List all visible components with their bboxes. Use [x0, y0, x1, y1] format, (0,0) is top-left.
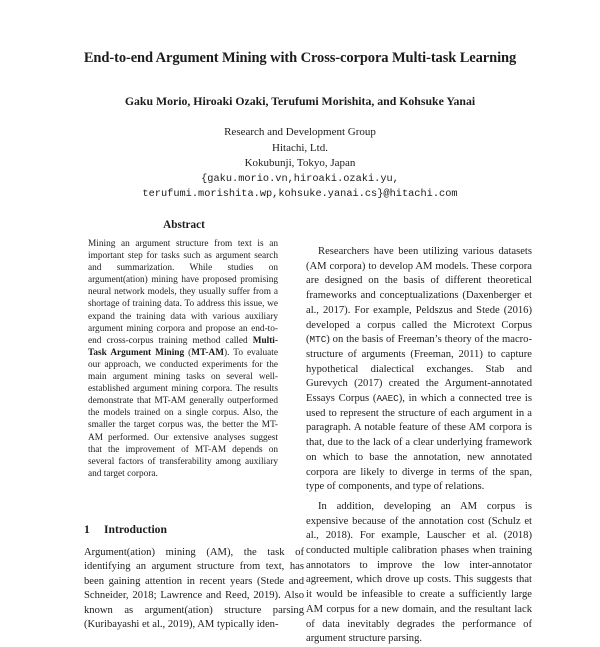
affiliation-location: Kokubunji, Tokyo, Japan: [244, 157, 356, 169]
abstract-text-part1: Mining an argument structure from text is an important step for tasks such as argument search and summarization. While studies on argument(ation) mining have proposed promising neural network models, they usually suffer from a shortage of training data. To address this issue, we expand the training data with various auxiliary argument mining corpora and propose an end-to-end cross-corpus training method called: [88, 239, 278, 346]
affiliation-block: [0, 125, 600, 203]
abstract-text-part2: ). To evaluate our approach, we conducted experiments for the main argument mining tasks on several well-established argument mining corpora. The results demonstrate that MT-AM generally outperformed the models trained on a single corpus. Also, the smaller the target corpus was, the better the MT-AM performed. Our extensive analyses suggest that the improvement of MT-AM depends on several factors of transferability among auxiliary and target corpora.: [88, 347, 278, 479]
author-list: Gaku Morio, Hiroaki Ozaki, Terufumi Morishita, and Kohsuke Yanai: [124, 94, 476, 108]
paragraph-text: Researchers have been utilizing various datasets (AM corpora) to develop AM models. These corpora are designed on the basis of different theoretical frameworks and conceptualizations (Daxenberger et al., 2017). For example, Peldszus and Stede (2016) developed a corpus called the Microtext Corpus (: [306, 246, 532, 346]
paper-title: End-to-end Argument Mining with Cross-corpora Multi-task Learning: [83, 50, 517, 66]
affiliation-company: Hitachi, Ltd.: [272, 141, 328, 154]
affiliation-department: Research and Development Group: [224, 126, 376, 138]
section-number: 1: [84, 523, 90, 536]
section-title: Introduction: [104, 523, 167, 536]
paragraph-text: ), in which a connected tree is used to represent the structure of each argument in a paragraph. A notable feature of these AM corpora is that, due to the lack of a clear underlying framework on which to base the annotation, new annotated corpora are likely to diverge in terms of the span, type of components, and type of relations.: [306, 393, 533, 493]
method-name-bold: Multi-Task Argument Mining: [88, 335, 278, 358]
abstract-body: [88, 238, 278, 480]
paragraph-annotation-cost: In addition, developing an AM corpus is expensive because of the annotation cost (Schulz et al., 2018). For example, Lauscher et al. (2018) conducted multiple calibration phases when training annotators to improve the low inter-annotator agreement, which drove up costs. This suggests that it would be infeasible to create a sufficiently large AM corpus for a new domain, and the resultant lack of data inevitably degrades the performance of argument structure parsing.: [306, 500, 532, 645]
introduction-body: Argument(ation) mining (AM), the task of identifying an argument structure from text, has been gaining attention in recent years (Stede and Schneider, 2018; Lawrence and Reed, 2019). Also known as argument(ation) structure parsing (Kuribayashi et al., 2019), AM typically iden-: [84, 547, 304, 631]
abstract-heading: Abstract: [163, 219, 205, 231]
method-abbrev-bold: MT-AM: [191, 347, 224, 358]
right-column: [306, 245, 533, 645]
abstract-paren: (: [184, 347, 192, 358]
corpus-abbrev-mtc: MTC: [309, 334, 327, 346]
author-emails-line2: terufumi.morishita.wp,kohsuke.yanai.cs}@hitachi.com: [142, 188, 458, 200]
corpus-abbrev-aaec: AAEC: [376, 393, 399, 405]
section-heading-introduction: [84, 523, 167, 536]
paragraph-text: ) on the basis of Freeman’s theory of the macro-structure of arguments (Freeman, 2011) to capture hypothetical dialectical exchanges. Stab and Gurevych (2017) created the Argument-annotated Essays Corpus (: [306, 334, 532, 405]
author-emails-line1: {gaku.morio.vn,hiroaki.ozaki.yu,: [201, 172, 399, 185]
paragraph-corpora: [306, 245, 532, 495]
